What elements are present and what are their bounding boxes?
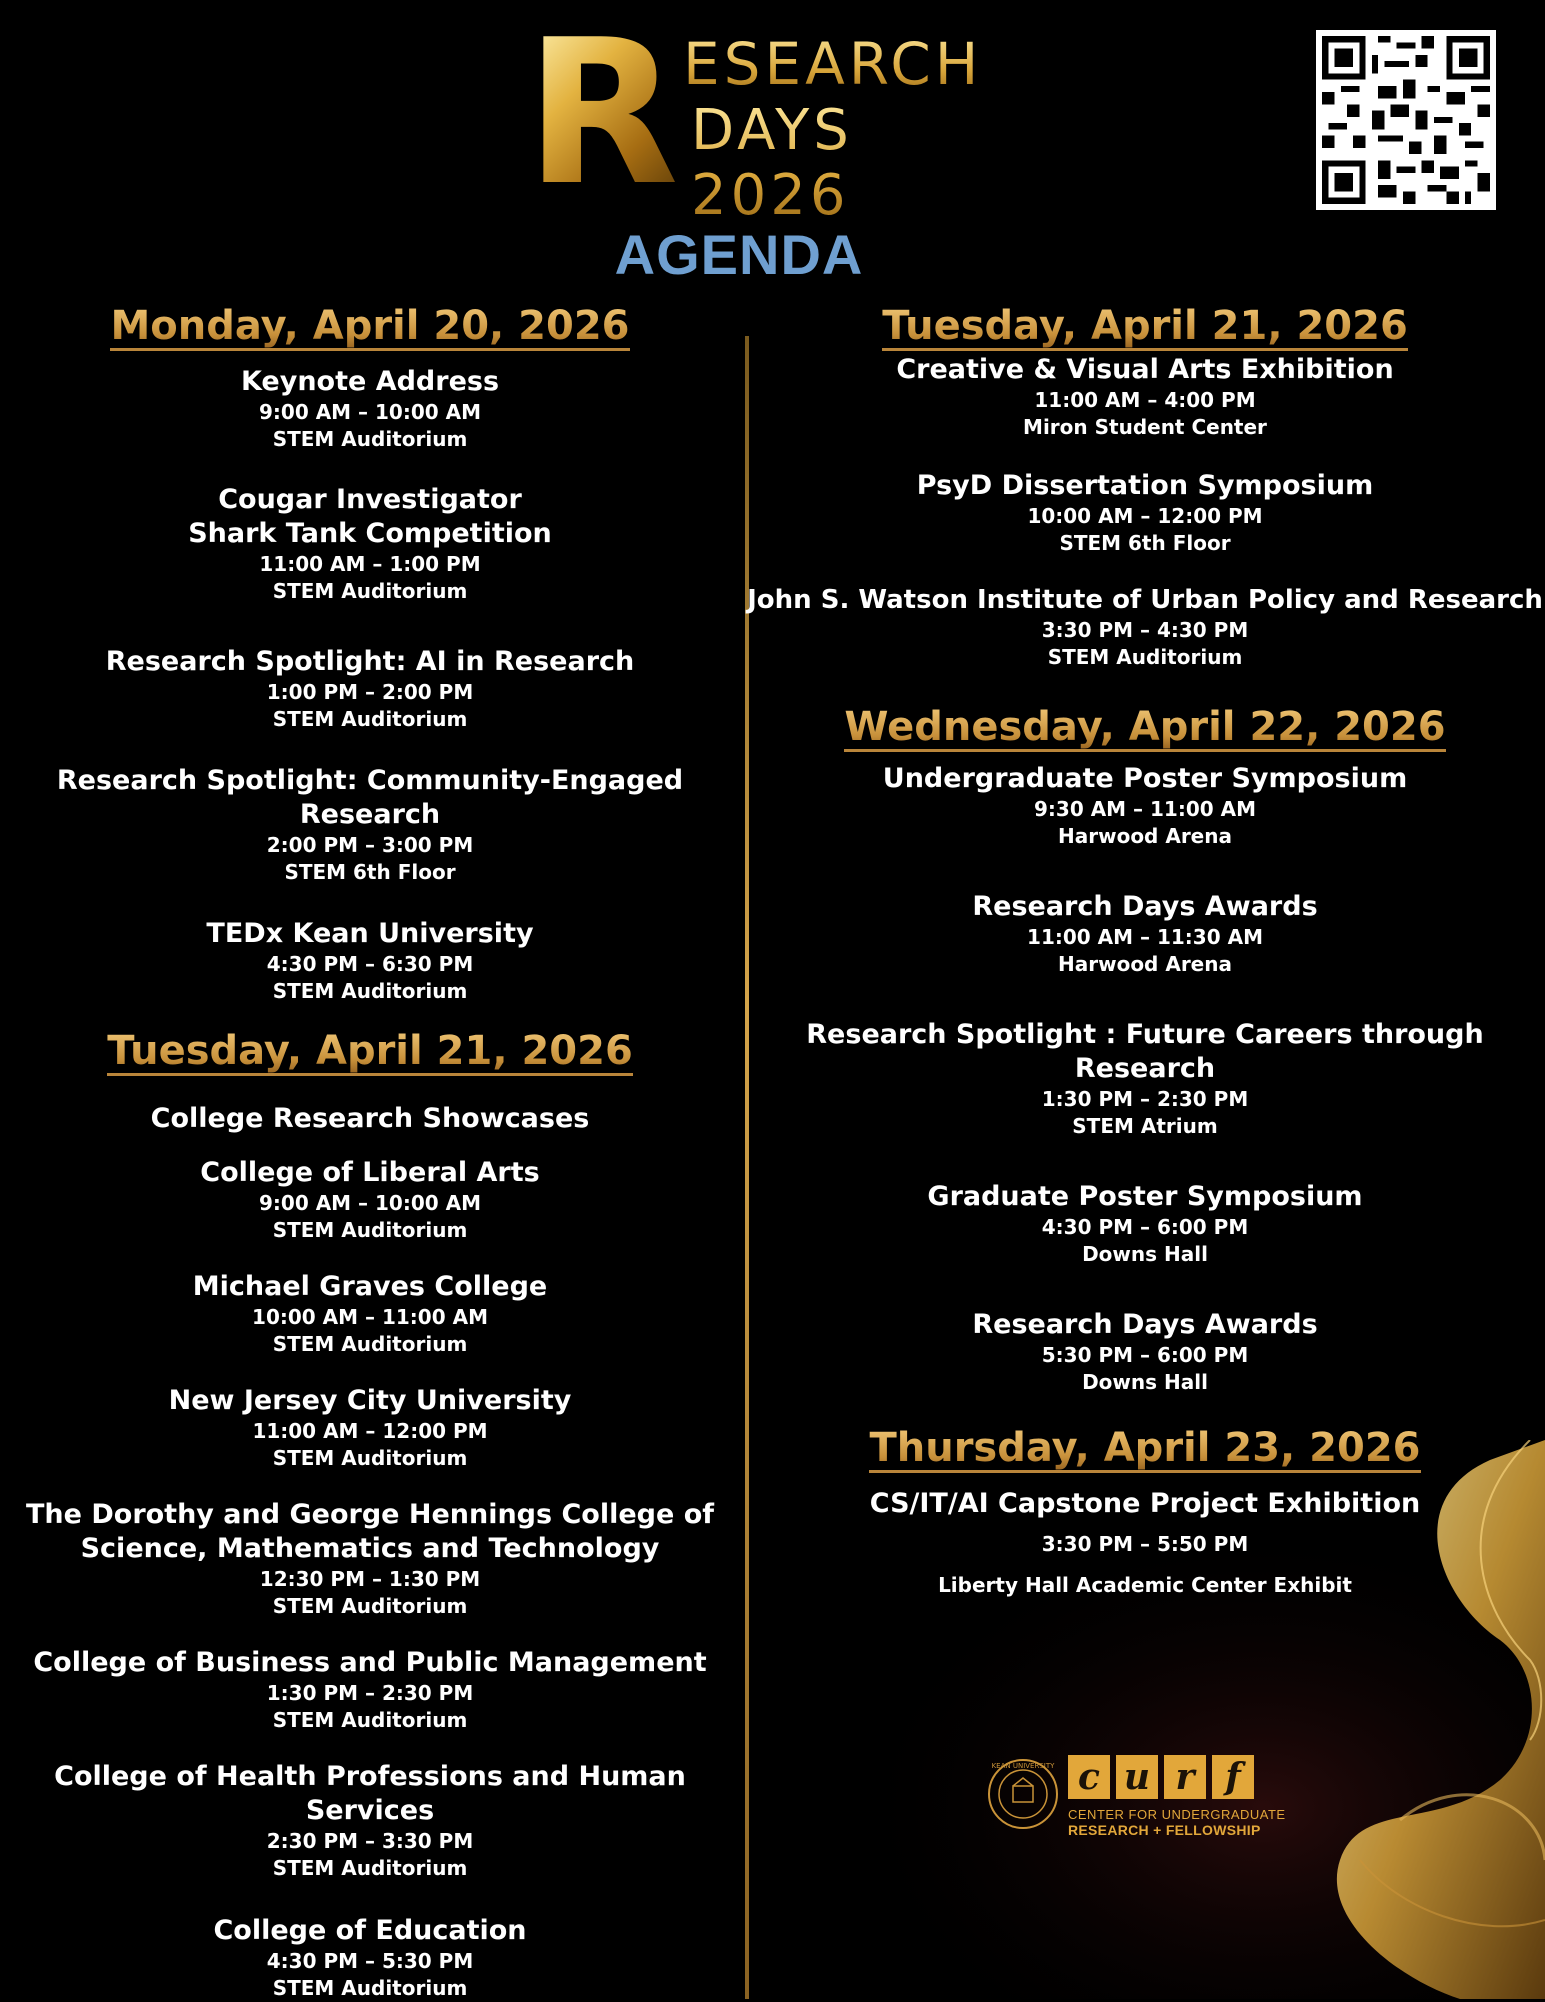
event-time: 10:00 AM – 12:00 PM bbox=[1027, 504, 1263, 528]
event-shark-tank bbox=[0, 483, 740, 605]
tuesday-heading-right: Tuesday, April 21, 2026 bbox=[882, 303, 1408, 349]
event-place: STEM Auditorium bbox=[272, 1218, 468, 1242]
event-ai-spotlight bbox=[0, 645, 740, 733]
curf-letter: r bbox=[1164, 1755, 1206, 1799]
event-time: 1:00 PM – 2:00 PM bbox=[266, 680, 474, 704]
qr-code[interactable] bbox=[1316, 30, 1496, 210]
event-time: 4:30 PM – 6:30 PM bbox=[266, 952, 474, 976]
event-future-careers bbox=[745, 1018, 1545, 1140]
event-liberal-arts bbox=[0, 1156, 740, 1244]
research-days-logo bbox=[525, 0, 1025, 230]
event-place: Harwood Arena bbox=[1058, 952, 1232, 976]
event-hennings-college bbox=[0, 1498, 740, 1620]
event-title: PsyD Dissertation Symposium bbox=[916, 470, 1374, 501]
event-place: STEM Auditorium bbox=[272, 979, 468, 1003]
event-time: 9:30 AM – 11:00 AM bbox=[1033, 797, 1257, 821]
event-time: 3:30 PM – 5:50 PM bbox=[1041, 1532, 1249, 1556]
curf-letter: u bbox=[1116, 1755, 1158, 1799]
event-awards-harwood bbox=[745, 890, 1545, 978]
event-place: STEM Auditorium bbox=[272, 1594, 468, 1618]
event-time: 5:30 PM – 6:00 PM bbox=[1041, 1343, 1249, 1367]
event-title: Michael Graves College bbox=[192, 1271, 548, 1302]
event-time: 4:30 PM – 6:00 PM bbox=[1041, 1215, 1249, 1239]
wednesday-heading: Wednesday, April 22, 2026 bbox=[844, 704, 1446, 750]
event-business-college bbox=[0, 1646, 740, 1734]
event-place: Liberty Hall Academic Center Exhibit bbox=[938, 1573, 1352, 1597]
event-time: 4:30 PM – 5:30 PM bbox=[266, 1949, 474, 1973]
right-column bbox=[745, 300, 1545, 1599]
seal-text: KEAN UNIVERSITY bbox=[991, 1762, 1055, 1770]
curf-logo bbox=[1068, 1755, 1318, 1845]
event-capstone bbox=[745, 1487, 1545, 1599]
event-title: Cougar Investigator bbox=[218, 484, 522, 515]
logo-line-1: ESEARCH bbox=[683, 30, 983, 98]
event-time: 11:00 AM – 4:00 PM bbox=[1034, 388, 1256, 412]
event-title: The Dorothy and George Hennings College of bbox=[26, 1499, 714, 1530]
event-title-line-2: Research bbox=[1074, 1053, 1216, 1084]
event-watson-institute bbox=[745, 583, 1545, 671]
event-title: Research Spotlight: Community-Engaged Research bbox=[56, 765, 684, 830]
event-title: College of Health Professions and Human Services bbox=[54, 1761, 686, 1826]
event-title: Research Spotlight : Future Careers through bbox=[806, 1019, 1484, 1050]
event-title: CS/IT/AI Capstone Project Exhibition bbox=[869, 1488, 1421, 1519]
curf-line-2: RESEARCH + FELLOWSHIP bbox=[1068, 1822, 1261, 1838]
event-place: STEM Atrium bbox=[1072, 1114, 1218, 1138]
event-time: 11:00 AM – 12:00 PM bbox=[252, 1419, 488, 1443]
event-place: STEM Auditorium bbox=[272, 427, 468, 451]
curf-line-1: CENTER FOR UNDERGRADUATE bbox=[1068, 1807, 1286, 1822]
left-column bbox=[0, 300, 740, 2002]
event-place: STEM Auditorium bbox=[272, 1856, 468, 1880]
event-time: 1:30 PM – 2:30 PM bbox=[266, 1681, 474, 1705]
event-time: 2:00 PM – 3:00 PM bbox=[266, 833, 474, 857]
showcase-label: College Research Showcases bbox=[150, 1103, 590, 1134]
event-place: STEM 6th Floor bbox=[1059, 531, 1231, 555]
agenda-title: AGENDA bbox=[614, 223, 864, 286]
event-title: College of Business and Public Management bbox=[33, 1647, 707, 1678]
event-title: Research Spotlight: AI in Research bbox=[105, 646, 635, 677]
event-time: 11:00 AM – 1:00 PM bbox=[259, 552, 481, 576]
event-title: Research Days Awards bbox=[972, 891, 1318, 922]
event-place: Miron Student Center bbox=[1023, 415, 1267, 439]
event-place: STEM Auditorium bbox=[272, 1708, 468, 1732]
event-place: STEM 6th Floor bbox=[284, 860, 456, 884]
event-place: STEM Auditorium bbox=[1047, 645, 1243, 669]
event-keynote bbox=[0, 365, 740, 453]
event-place: Downs Hall bbox=[1082, 1370, 1208, 1394]
event-time: 9:00 AM – 10:00 AM bbox=[258, 1191, 482, 1215]
event-tedx bbox=[0, 917, 740, 1005]
thursday-heading: Thursday, April 23, 2026 bbox=[869, 1425, 1421, 1471]
logo-letter: R bbox=[525, 0, 680, 230]
event-psyd-symposium bbox=[745, 469, 1545, 557]
event-title: College of Liberal Arts bbox=[200, 1157, 540, 1188]
event-arts-exhibition bbox=[745, 353, 1545, 441]
event-njcu bbox=[0, 1384, 740, 1472]
event-place: STEM Auditorium bbox=[272, 1446, 468, 1470]
event-title: College of Education bbox=[213, 1915, 527, 1946]
event-time: 9:00 AM – 10:00 AM bbox=[258, 400, 482, 424]
event-community-spotlight bbox=[0, 764, 740, 886]
event-undergrad-poster bbox=[745, 762, 1545, 850]
event-title: New Jersey City University bbox=[168, 1385, 572, 1416]
event-time: 10:00 AM – 11:00 AM bbox=[252, 1305, 488, 1329]
event-place: STEM Auditorium bbox=[272, 579, 468, 603]
event-title: John S. Watson Institute of Urban Policy and Research bbox=[747, 585, 1543, 615]
event-place: STEM Auditorium bbox=[272, 707, 468, 731]
event-title-line-2: Science, Mathematics and Technology bbox=[80, 1533, 660, 1564]
event-title: Undergraduate Poster Symposium bbox=[882, 763, 1408, 794]
event-title: TEDx Kean University bbox=[206, 918, 534, 949]
curf-letter: f bbox=[1212, 1755, 1254, 1799]
curf-letter: c bbox=[1068, 1755, 1110, 1799]
curf-letter-boxes bbox=[1068, 1755, 1318, 1799]
event-time: 11:00 AM – 11:30 AM bbox=[1027, 925, 1263, 949]
event-time: 2:30 PM – 3:30 PM bbox=[266, 1829, 474, 1853]
event-place: Downs Hall bbox=[1082, 1242, 1208, 1266]
event-place: STEM Auditorium bbox=[272, 1332, 468, 1356]
event-time: 3:30 PM – 4:30 PM bbox=[1041, 618, 1249, 642]
event-time: 12:30 PM – 1:30 PM bbox=[259, 1567, 481, 1591]
logo-line-2: DAYS 2026 bbox=[691, 98, 1025, 228]
tuesday-heading-left: Tuesday, April 21, 2026 bbox=[107, 1028, 633, 1074]
event-health-college bbox=[0, 1760, 740, 1882]
event-title: Research Days Awards bbox=[972, 1309, 1318, 1340]
event-grad-poster bbox=[745, 1180, 1545, 1268]
kean-university-seal bbox=[987, 1758, 1059, 1830]
qr-code-icon bbox=[1316, 30, 1496, 210]
event-education-college bbox=[0, 1914, 740, 2002]
event-time: 1:30 PM – 2:30 PM bbox=[1041, 1087, 1249, 1111]
event-michael-graves bbox=[0, 1270, 740, 1358]
event-title-line-2: Shark Tank Competition bbox=[188, 518, 552, 549]
event-title: Graduate Poster Symposium bbox=[927, 1181, 1363, 1212]
event-awards-downs bbox=[745, 1308, 1545, 1396]
event-place: STEM Auditorium bbox=[272, 1976, 468, 2000]
event-title: Keynote Address bbox=[240, 366, 500, 397]
event-title: Creative & Visual Arts Exhibition bbox=[896, 354, 1394, 385]
monday-heading: Monday, April 20, 2026 bbox=[110, 303, 630, 349]
event-place: Harwood Arena bbox=[1058, 824, 1232, 848]
